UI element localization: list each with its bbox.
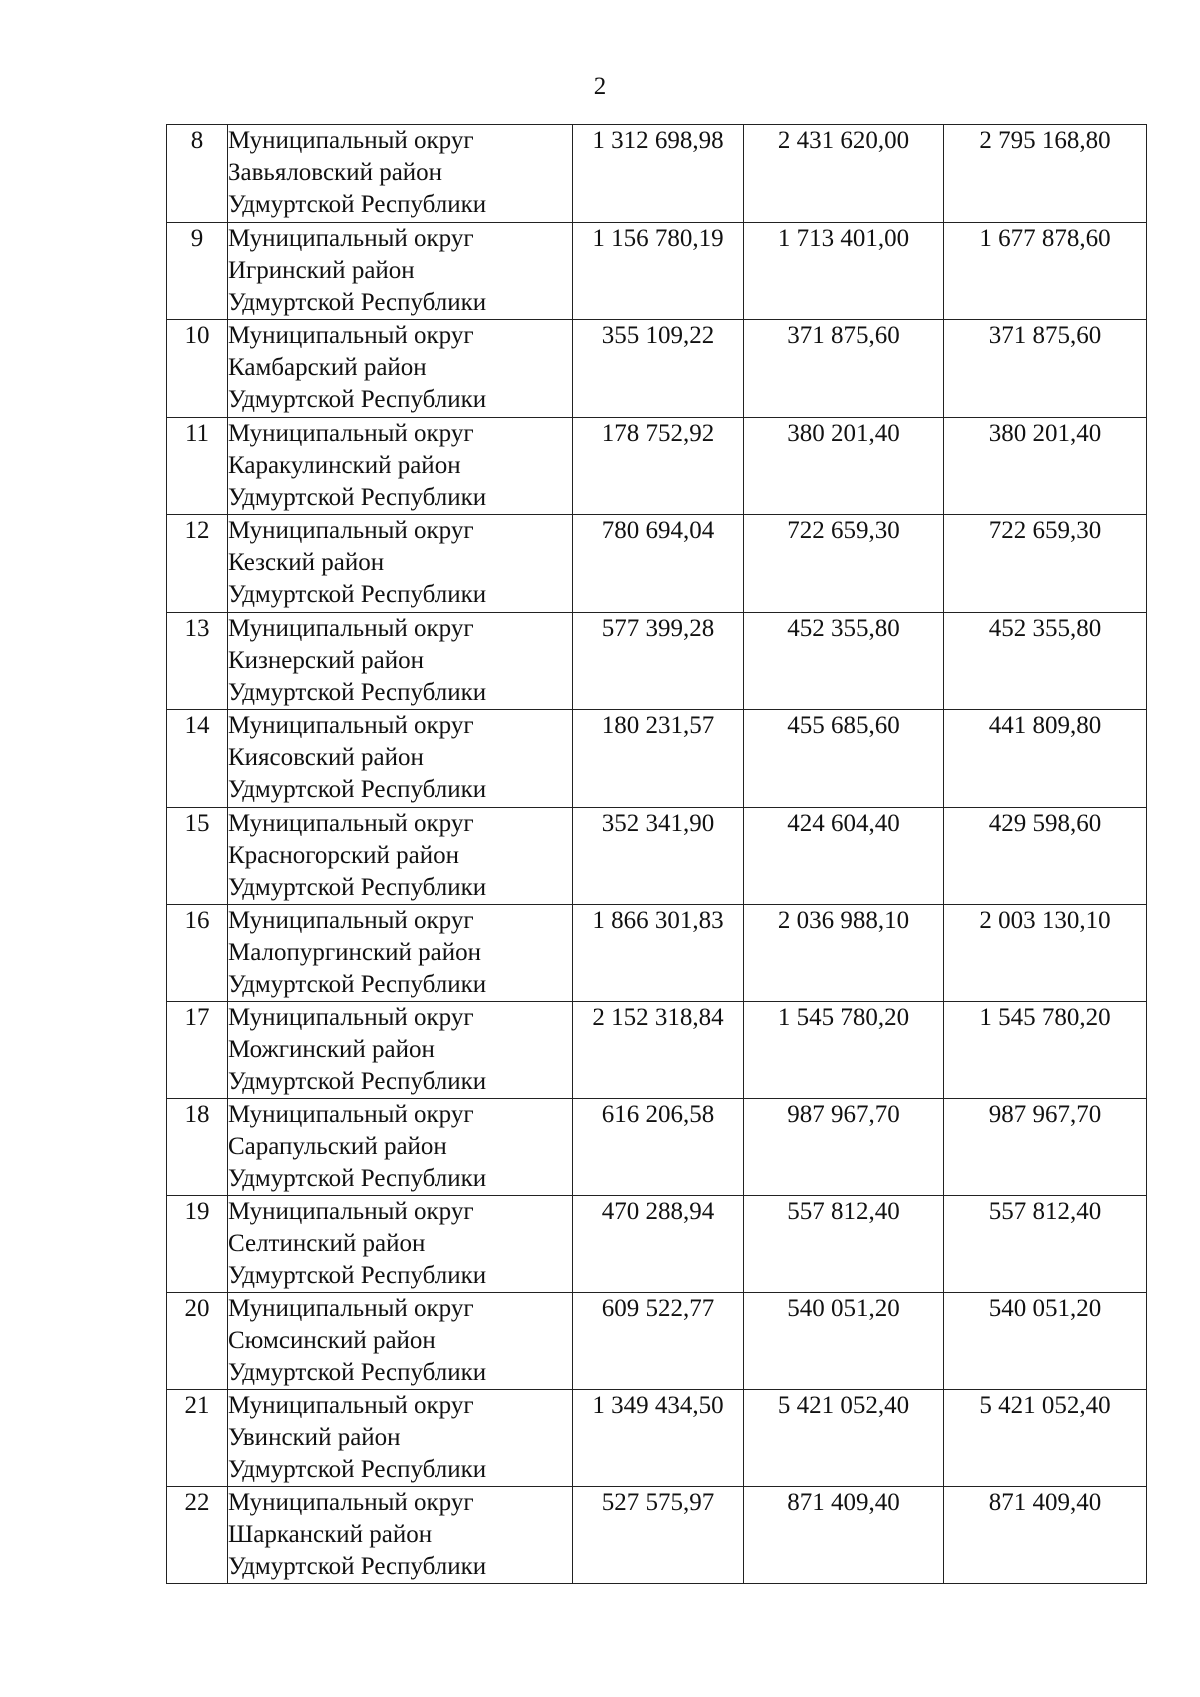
name-line: Завьяловский район	[228, 159, 443, 186]
table-row	[167, 1002, 1147, 1099]
name-line: Удмуртской Республики	[228, 191, 487, 218]
name-line: Муниципальный округ	[228, 1004, 474, 1031]
value-cell-2: 424 604,40	[744, 807, 944, 905]
value-cell-3: 987 967,70	[944, 1099, 1147, 1196]
name-line: Муниципальный округ	[228, 517, 474, 544]
table-row	[167, 515, 1147, 613]
value-cell-3: 1 677 878,60	[944, 222, 1147, 320]
row-number: 12	[167, 515, 228, 613]
name-line: Удмуртской Республики	[228, 1068, 487, 1095]
municipality-name	[228, 1390, 573, 1487]
name-line: Удмуртской Республики	[228, 1553, 487, 1580]
municipality-name	[228, 1196, 573, 1293]
value-cell-1: 352 341,90	[573, 807, 744, 905]
name-line: Сарапульский район	[228, 1133, 447, 1160]
value-cell-2: 540 051,20	[744, 1293, 944, 1390]
name-line: Удмуртской Республики	[228, 1262, 487, 1289]
municipality-name	[228, 1002, 573, 1099]
value-cell-2: 987 967,70	[744, 1099, 944, 1196]
value-cell-1: 355 109,22	[573, 320, 744, 418]
name-line: Камбарский район	[228, 354, 427, 381]
name-line: Удмуртской Республики	[228, 1456, 487, 1483]
value-cell-2: 1 545 780,20	[744, 1002, 944, 1099]
name-line: Удмуртской Республики	[228, 386, 487, 413]
name-line: Селтинский район	[228, 1230, 426, 1257]
value-cell-1: 470 288,94	[573, 1196, 744, 1293]
value-cell-3: 557 812,40	[944, 1196, 1147, 1293]
value-cell-1: 1 156 780,19	[573, 222, 744, 320]
municipality-name	[228, 1487, 573, 1584]
value-cell-3: 871 409,40	[944, 1487, 1147, 1584]
name-line: Удмуртской Республики	[228, 1359, 487, 1386]
name-line: Сюмсинский район	[228, 1327, 436, 1354]
table-row	[167, 1293, 1147, 1390]
name-line: Удмуртской Республики	[228, 971, 487, 998]
value-cell-1: 609 522,77	[573, 1293, 744, 1390]
municipality-name	[228, 1293, 573, 1390]
value-cell-3: 371 875,60	[944, 320, 1147, 418]
row-number: 10	[167, 320, 228, 418]
municipality-name	[228, 612, 573, 710]
table-row	[167, 1196, 1147, 1293]
name-line: Шарканский район	[228, 1521, 433, 1548]
value-cell-1: 527 575,97	[573, 1487, 744, 1584]
value-cell-3: 2 003 130,10	[944, 905, 1147, 1002]
row-number: 18	[167, 1099, 228, 1196]
name-line: Удмуртской Республики	[228, 776, 487, 803]
row-number: 16	[167, 905, 228, 1002]
value-cell-2: 2 036 988,10	[744, 905, 944, 1002]
table-row	[167, 1390, 1147, 1487]
name-line: Муниципальный округ	[228, 614, 474, 642]
municipality-name	[228, 807, 573, 905]
value-cell-3: 722 659,30	[944, 515, 1147, 613]
value-cell-2: 871 409,40	[744, 1487, 944, 1584]
municipality-name	[228, 320, 573, 418]
value-cell-1: 577 399,28	[573, 612, 744, 710]
value-cell-2: 557 812,40	[744, 1196, 944, 1293]
municipality-name	[228, 905, 573, 1002]
row-number: 19	[167, 1196, 228, 1293]
value-cell-3: 441 809,80	[944, 710, 1147, 808]
table-row	[167, 1487, 1147, 1584]
name-line: Муниципальный округ	[228, 127, 474, 154]
name-line: Муниципальный округ	[228, 322, 474, 349]
name-line: Муниципальный округ	[228, 712, 474, 739]
row-number: 20	[167, 1293, 228, 1390]
name-line: Малопургинский район	[228, 939, 482, 966]
value-cell-3: 429 598,60	[944, 807, 1147, 905]
row-number: 8	[167, 125, 228, 223]
name-line: Муниципальный округ	[228, 419, 474, 447]
name-line: Удмуртской Республики	[228, 581, 487, 608]
value-cell-1: 1 349 434,50	[573, 1390, 744, 1487]
value-cell-1: 2 152 318,84	[573, 1002, 744, 1099]
table-row	[167, 905, 1147, 1002]
name-line: Удмуртской Республики	[228, 288, 487, 316]
name-line: Можгинский район	[228, 1036, 435, 1063]
name-line: Удмуртской Республики	[228, 678, 487, 706]
name-line: Кезский район	[228, 549, 385, 576]
name-line: Муниципальный округ	[228, 1295, 474, 1322]
name-line: Муниципальный округ	[228, 907, 474, 934]
value-cell-2: 1 713 401,00	[744, 222, 944, 320]
name-line: Муниципальный округ	[228, 1392, 474, 1419]
name-line: Увинский район	[228, 1424, 401, 1451]
table-row	[167, 710, 1147, 808]
municipal-budget-table	[166, 124, 1147, 1584]
table-row	[167, 125, 1147, 223]
value-cell-3: 1 545 780,20	[944, 1002, 1147, 1099]
municipality-name	[228, 125, 573, 223]
name-line: Киясовский район	[228, 744, 424, 771]
table-row	[167, 612, 1147, 710]
name-line: Красногорский район	[228, 841, 459, 869]
name-line: Кизнерский район	[228, 646, 425, 674]
name-line: Удмуртской Республики	[228, 873, 487, 901]
value-cell-1: 1 866 301,83	[573, 905, 744, 1002]
value-cell-2: 455 685,60	[744, 710, 944, 808]
value-cell-1: 780 694,04	[573, 515, 744, 613]
name-line: Муниципальный округ	[228, 224, 474, 252]
name-line: Игринский район	[228, 256, 415, 284]
value-cell-1: 616 206,58	[573, 1099, 744, 1196]
name-line: Муниципальный округ	[228, 1198, 474, 1225]
name-line: Муниципальный округ	[228, 1489, 474, 1516]
name-line: Удмуртской Республики	[228, 483, 487, 511]
municipality-name	[228, 710, 573, 808]
name-line: Каракулинский район	[228, 451, 461, 479]
value-cell-2: 380 201,40	[744, 417, 944, 515]
page-number: 2	[593, 73, 607, 100]
value-cell-3: 540 051,20	[944, 1293, 1147, 1390]
name-line: Муниципальный округ	[228, 1101, 474, 1128]
value-cell-3: 2 795 168,80	[944, 125, 1147, 223]
row-number: 14	[167, 710, 228, 808]
value-cell-1: 180 231,57	[573, 710, 744, 808]
row-number: 17	[167, 1002, 228, 1099]
municipality-name	[228, 222, 573, 320]
name-line: Удмуртской Республики	[228, 1165, 487, 1192]
table-row	[167, 807, 1147, 905]
value-cell-2: 5 421 052,40	[744, 1390, 944, 1487]
row-number: 13	[167, 612, 228, 710]
municipality-name	[228, 1099, 573, 1196]
value-cell-2: 722 659,30	[744, 515, 944, 613]
municipality-name	[228, 515, 573, 613]
value-cell-2: 2 431 620,00	[744, 125, 944, 223]
row-number: 22	[167, 1487, 228, 1584]
table-row	[167, 417, 1147, 515]
table-row	[167, 320, 1147, 418]
value-cell-1: 1 312 698,98	[573, 125, 744, 223]
municipality-name	[228, 417, 573, 515]
row-number: 15	[167, 807, 228, 905]
value-cell-3: 5 421 052,40	[944, 1390, 1147, 1487]
row-number: 11	[167, 417, 228, 515]
table-row	[167, 222, 1147, 320]
value-cell-2: 371 875,60	[744, 320, 944, 418]
row-number: 21	[167, 1390, 228, 1487]
row-number: 9	[167, 222, 228, 320]
value-cell-2: 452 355,80	[744, 612, 944, 710]
name-line: Муниципальный округ	[228, 809, 474, 837]
table-row	[167, 1099, 1147, 1196]
value-cell-3: 452 355,80	[944, 612, 1147, 710]
value-cell-1: 178 752,92	[573, 417, 744, 515]
value-cell-3: 380 201,40	[944, 417, 1147, 515]
